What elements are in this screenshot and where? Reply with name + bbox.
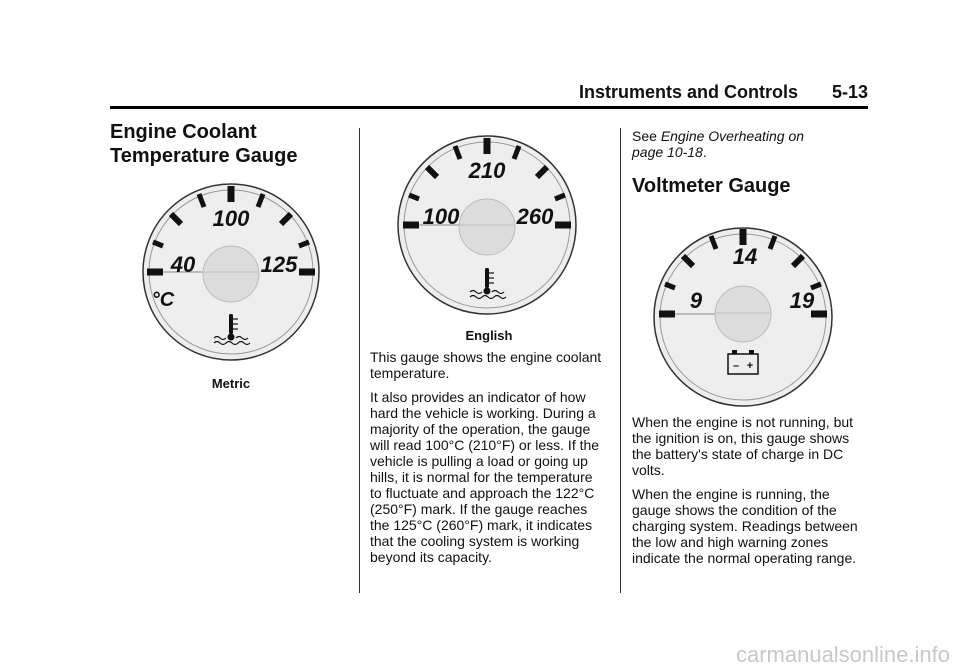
coolant-paragraph-1: This gauge shows the engine coolant temperature. <box>370 349 602 381</box>
coolant-heading-line1: Engine Coolant <box>110 121 257 143</box>
coolant-heading <box>110 120 348 168</box>
voltmeter-gauge <box>652 226 834 408</box>
gauge-label-left: 100 <box>422 204 460 229</box>
column-divider <box>620 128 621 593</box>
see-reference <box>632 128 812 160</box>
coolant-heading-line2: Temperature Gauge <box>110 145 298 167</box>
coolant-paragraph-2: It also provides an indicator of how hard the vehicle is working. During a majority of the operation, the gauge will read 100°C (210°F) or less. If the vehicle is pulling a load or going up hills, it is normal for the temperature to fluctuate and approach the 122°C (250°F) mark. If the gauge reaches the 125°C (260°F) mark, it indicates that the cooling system is working beyond its capacity. <box>370 389 600 565</box>
gauge-label-top: 210 <box>468 158 506 183</box>
battery-minus: – <box>732 360 740 372</box>
column-middle <box>370 328 608 573</box>
gauge-label-right: 19 <box>789 288 815 313</box>
gauge-label-top: 14 <box>732 244 758 269</box>
gauge-unit-label: °C <box>151 289 175 311</box>
section-title: Instruments and Controls <box>578 82 798 102</box>
see-suffix: . <box>702 144 707 160</box>
metric-caption: Metric <box>211 376 251 391</box>
voltmeter-text <box>632 414 870 574</box>
battery-plus: + <box>746 360 754 372</box>
column-right <box>632 128 870 198</box>
watermark: carmanualsonline.info <box>735 642 950 667</box>
voltmeter-heading: Voltmeter Gauge <box>632 175 791 197</box>
column-divider <box>359 128 360 593</box>
english-caption: English <box>465 328 513 343</box>
english-temperature-gauge <box>397 132 577 318</box>
voltmeter-paragraph-2: When the engine is running, the gauge shows the condition of the charging system. Readings between the low and high warning zones indicate the normal operating range. <box>632 486 858 566</box>
page-header <box>110 80 868 109</box>
page-number: 5-13 <box>831 82 868 102</box>
metric-temperature-gauge <box>141 182 321 362</box>
overheating-reference-link[interactable]: Engine Overheating on page 10-18 <box>632 128 805 160</box>
voltmeter-paragraph-1: When the engine is not running, but the ignition is on, this gauge shows the battery's state of charge in DC volts. <box>632 414 854 478</box>
gauge-label-left: 40 <box>170 252 196 277</box>
gauge-label-left: 9 <box>689 288 703 313</box>
see-prefix: See <box>632 128 661 144</box>
gauge-label-right: 260 <box>516 204 554 229</box>
gauge-label-right: 125 <box>260 252 298 277</box>
column-left <box>110 120 348 168</box>
gauge-label-top: 100 <box>212 206 250 231</box>
